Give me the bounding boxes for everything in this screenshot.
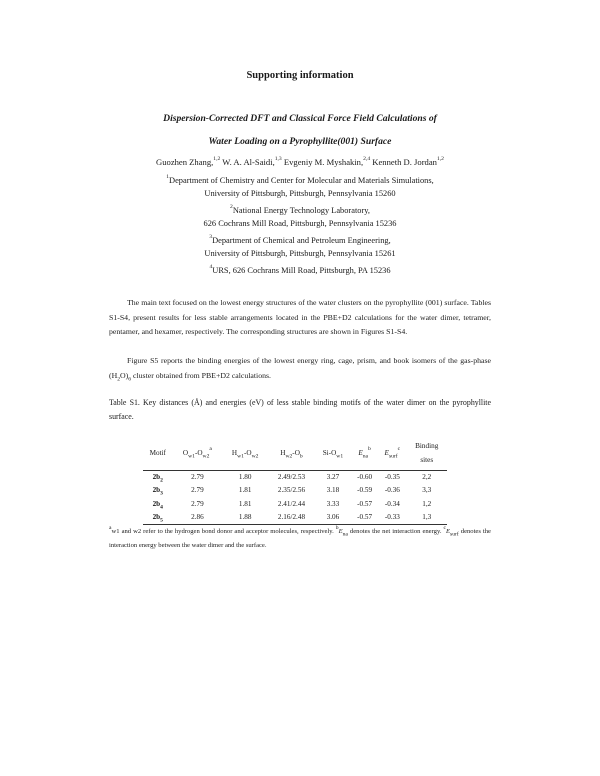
table-row (143, 470, 447, 484)
subscript: 3 (160, 490, 163, 497)
table-caption: Table S1. Key distances (Å) and energies (eV) of less stable binding motifs of the water dimer on the pyrophyllite surface. (109, 398, 491, 421)
paragraph-text: cluster obtained from PBE+D2 calculations. (131, 370, 272, 380)
header-text: Binding (415, 441, 439, 450)
header-text: sites (420, 455, 434, 464)
cell-motif (143, 470, 173, 484)
header-text: E (384, 448, 389, 457)
footnote-sup: a (109, 524, 112, 531)
header-text: Si-O (322, 448, 337, 457)
cell-sites: 1,2 (422, 499, 432, 508)
cell-enet: -0.60 (357, 473, 373, 481)
subscript: surf (450, 531, 459, 538)
affiliation-text: University of Pittsburgh, Pittsburgh, Pennsylvania 15260 (204, 189, 396, 198)
cell-motif (143, 511, 173, 525)
paper-title-line-2: Water Loading on a Pyrophyllite(001) Surface (208, 136, 392, 147)
cell-enet: -0.57 (357, 499, 373, 508)
header-motif (143, 436, 173, 470)
body-paragraph-2 (109, 354, 491, 383)
affiliation-1 (0, 174, 600, 200)
cell-oo: 2.79 (191, 499, 204, 508)
table-row (143, 511, 447, 525)
table-row (143, 497, 447, 511)
cell-esurf: -0.35 (384, 473, 400, 481)
subscript: w1 (237, 453, 244, 460)
paragraph-text: Figure S5 reports the binding energies of the lowest energy ring, cage, prism, and book isomers of the gas-phase (H (109, 356, 491, 380)
cell-esurf: -0.33 (384, 513, 400, 521)
header-text: Motif (149, 448, 166, 457)
cell-text: 2b (152, 513, 161, 521)
paragraph-text: O) (120, 370, 129, 380)
subscript: 4 (160, 504, 163, 511)
cell-esurf: -0.36 (384, 486, 400, 495)
cell-sites: 2,2 (422, 473, 432, 481)
cell-motif (143, 497, 173, 511)
subscript: 5 (160, 517, 163, 524)
subscript: w1 (336, 453, 344, 460)
header-text: -O (194, 448, 203, 457)
subscript: w2 (285, 453, 293, 460)
affiliation-3 (0, 234, 600, 260)
affiliation-text: Department of Chemical and Petroleum Engineering, (212, 236, 391, 245)
footnote-sup: a (209, 446, 212, 453)
author-affiliation-sup: 1,3 (274, 156, 282, 163)
subscript: surf (388, 453, 398, 460)
header-text: E (358, 448, 363, 457)
body-paragraph-1: The main text focused on the lowest energy structures of the water clusters on the pyrophyllite (001) surface. Tables S1-S4, present results for less stable arrangements located in the PBE+D2 calculations for the water dimer, tetramer, pentamer, and hexamer, respectively. The corresponding structures are shown in Figures S1-S4. (109, 298, 491, 337)
footnote-sup: b (335, 524, 339, 531)
footnote-sup: b (368, 446, 371, 453)
table-row (143, 484, 447, 498)
affiliation-sup: 1 (166, 174, 170, 181)
header-e-net (351, 436, 378, 470)
cell-enet: -0.57 (357, 513, 373, 521)
cell-esurf: -0.34 (384, 499, 400, 508)
supporting-info-heading: Supporting information (246, 70, 354, 81)
author-affiliation-sup: 2,4 (363, 156, 371, 163)
affiliation-text: 626 Cochrans Mill Road, Pittsburgh, Pennsylvania 15236 (203, 219, 397, 228)
footnote-text: E (338, 528, 343, 535)
affiliation-sup: 2 (230, 204, 233, 211)
cell-ho1: 1.88 (238, 513, 252, 521)
cell-ho1: 1.81 (238, 486, 252, 495)
affiliation-sup: 3 (209, 234, 213, 241)
affiliation-4 (0, 264, 600, 277)
subscript: 2 (160, 477, 163, 484)
author-name: Guozhen Zhang, (156, 157, 214, 167)
header-hw2-ob (268, 436, 315, 470)
header-text: -O (292, 448, 300, 457)
cell-oo: 2.79 (191, 486, 204, 495)
cell-oo: 2.86 (191, 513, 204, 521)
cell-motif (143, 484, 173, 498)
footnote-sup: c (397, 446, 401, 453)
footnote-text: w1 and w2 refer to the hydrogen bond donor and acceptor molecules, respectively. (111, 528, 336, 535)
header-text: H (280, 448, 286, 457)
cell-sio: 3.18 (326, 486, 340, 495)
cell-sites: 3,3 (422, 486, 432, 495)
cell-ho2: 2.41/2.44 (277, 499, 306, 508)
cell-sio: 3.33 (326, 499, 340, 508)
cell-ho1: 1.81 (238, 499, 252, 508)
author-list (0, 157, 600, 167)
table-header-row (143, 436, 447, 470)
cell-ho2: 2.35/2.56 (277, 486, 306, 495)
cell-ho2: 2.16/2.48 (277, 513, 306, 521)
cell-sio: 3.27 (326, 473, 340, 481)
subscript: b (299, 453, 303, 460)
header-text: H (231, 448, 238, 457)
subscript: 2 (117, 376, 121, 383)
header-binding-sites (406, 436, 447, 470)
table-footnote (109, 525, 491, 553)
subscript: 6 (128, 376, 132, 383)
subscript: w2 (251, 453, 259, 460)
header-text: O (182, 448, 189, 457)
header-text: -O (243, 448, 252, 457)
author-name: W. A. Al-Saidi, (220, 157, 275, 167)
author-affiliation-sup: 1,2 (213, 156, 221, 163)
footnote-text: denotes the net interaction energy. (347, 528, 444, 535)
paper-title-line-1: Dispersion-Corrected DFT and Classical Force Field Calculations of (163, 113, 437, 124)
header-ow1-ow2 (173, 436, 223, 470)
footnote-sup: c (443, 524, 447, 531)
cell-text: 2b (152, 473, 161, 481)
affiliation-text: National Energy Technology Laboratory, (232, 206, 370, 215)
footnote-text: denotes the interaction energy between the water dimer and the surface. (109, 528, 491, 549)
author-name: Kenneth D. Jordan (370, 157, 437, 167)
affiliation-text: Department of Chemistry and Center for Molecular and Materials Simulations, (169, 176, 434, 185)
subscript: na (342, 531, 348, 538)
author-name: Evgeniy M. Myshakin, (281, 157, 364, 167)
cell-oo: 2.79 (191, 473, 204, 481)
header-si-ow1 (315, 436, 351, 470)
cell-ho1: 1.80 (238, 473, 252, 481)
affiliation-text: URS, 626 Cochrans Mill Road, Pittsburgh, PA 15236 (212, 266, 391, 275)
cell-enet: -0.59 (357, 486, 373, 495)
affiliation-text: University of Pittsburgh, Pittsburgh, Pennsylvania 15261 (204, 249, 396, 258)
cell-sites: 1,3 (422, 513, 432, 521)
affiliation-sup: 4 (209, 264, 213, 271)
subscript: w2 (202, 453, 210, 460)
cell-text: 2b (152, 486, 161, 495)
subscript: w1 (188, 453, 195, 460)
footnote-text: E (446, 528, 451, 535)
affiliation-2 (0, 204, 600, 230)
header-e-surf (378, 436, 406, 470)
table-s1 (143, 436, 447, 525)
cell-text: 2b (152, 499, 161, 508)
subscript: na (362, 453, 369, 460)
cell-ho2: 2.49/2.53 (277, 473, 306, 481)
header-hw1-ow2 (222, 436, 268, 470)
cell-sio: 3.06 (326, 513, 340, 521)
author-affiliation-sup: 1,2 (436, 156, 444, 163)
